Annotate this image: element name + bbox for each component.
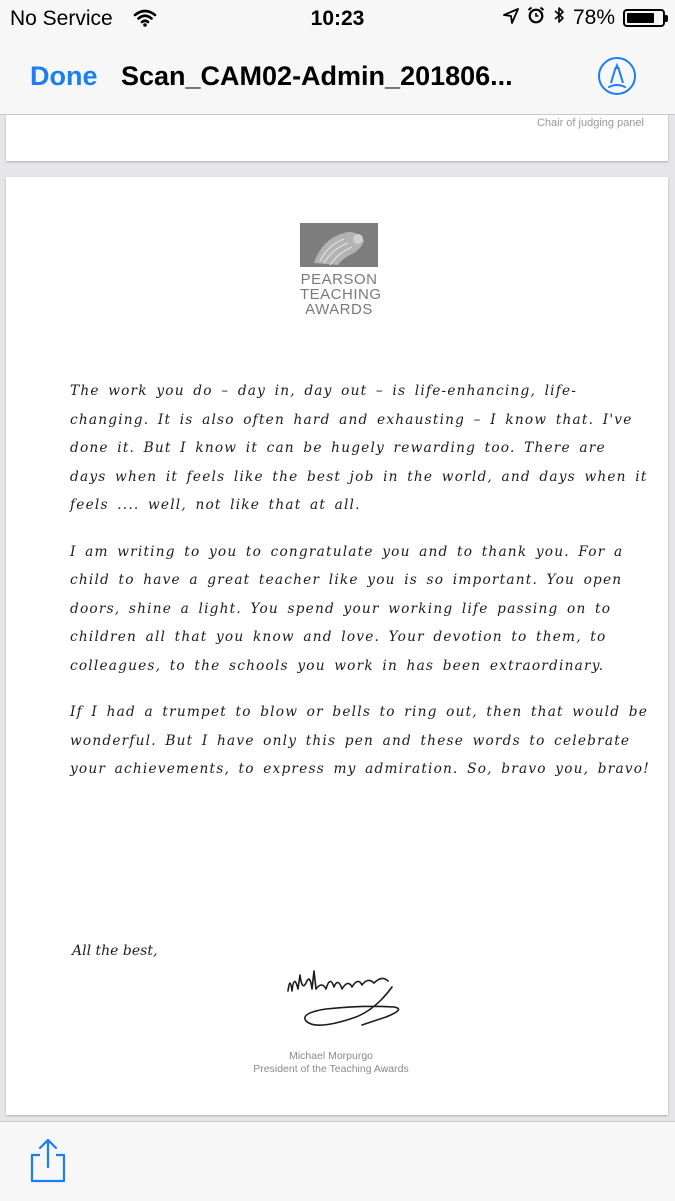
logo-line-1: PEARSON xyxy=(300,271,378,288)
pearson-teaching-awards-logo xyxy=(300,223,382,318)
signer-title: President of the Teaching Awards xyxy=(253,1063,409,1075)
letter-paragraph: I am writing to you to congratulate you and to thank you. For a child to have a great teacher like you is so important. You open doors, shine a light. You spend your working life passing on to children all that you know and love. Your devotion to them, to colleagues, to the schools you work in has been extraordinary. xyxy=(70,543,624,674)
document-viewer[interactable] xyxy=(0,115,675,1121)
previous-page xyxy=(6,115,668,161)
letter-page xyxy=(6,177,668,1115)
document-title: Scan_CAM02-Admin_201806... xyxy=(121,61,513,91)
logo-line-3: AWARDS xyxy=(305,301,373,318)
battery-percent: 78% xyxy=(572,6,615,29)
share-icon[interactable] xyxy=(28,1137,68,1185)
status-bar xyxy=(0,0,675,40)
bluetooth-icon xyxy=(553,6,565,30)
logo-figure-icon xyxy=(300,223,378,267)
handwritten-signature xyxy=(276,961,416,1039)
handwritten-letter xyxy=(70,377,650,802)
signer-block xyxy=(226,1050,436,1076)
done-button[interactable]: Done xyxy=(30,61,98,91)
battery-icon xyxy=(623,9,665,27)
alarm-icon xyxy=(527,6,545,30)
logo-text xyxy=(300,271,382,318)
navigation-bar xyxy=(0,40,675,115)
bottom-toolbar xyxy=(0,1121,675,1201)
markup-pen-icon[interactable] xyxy=(597,56,637,96)
letter-paragraph: The work you do – day in, day out – is life-enhancing, life-changing. It is also often hard and exhausting – I know that. I've done it. But I know it can be hugely rewarding too. There are days when it feels like the best job in the world, and days when it feels .... well, not like that at all. xyxy=(70,383,648,513)
signer-name: Michael Morpurgo xyxy=(288,1050,374,1062)
status-time: 10:23 xyxy=(310,7,365,30)
logo-line-2: TEACHING xyxy=(300,286,382,303)
location-icon xyxy=(503,6,519,30)
carrier-label: No Service xyxy=(10,7,113,30)
letter-paragraph: If I had a trumpet to blow or bells to ring out, then that would be wonderful. But I have only this pen and these words to celebrate your achievements, to express my admiration. So, bravo you, bravo! xyxy=(70,704,650,777)
letter-closing: All the best, xyxy=(72,943,158,959)
previous-page-caption: Chair of judging panel xyxy=(536,117,644,129)
